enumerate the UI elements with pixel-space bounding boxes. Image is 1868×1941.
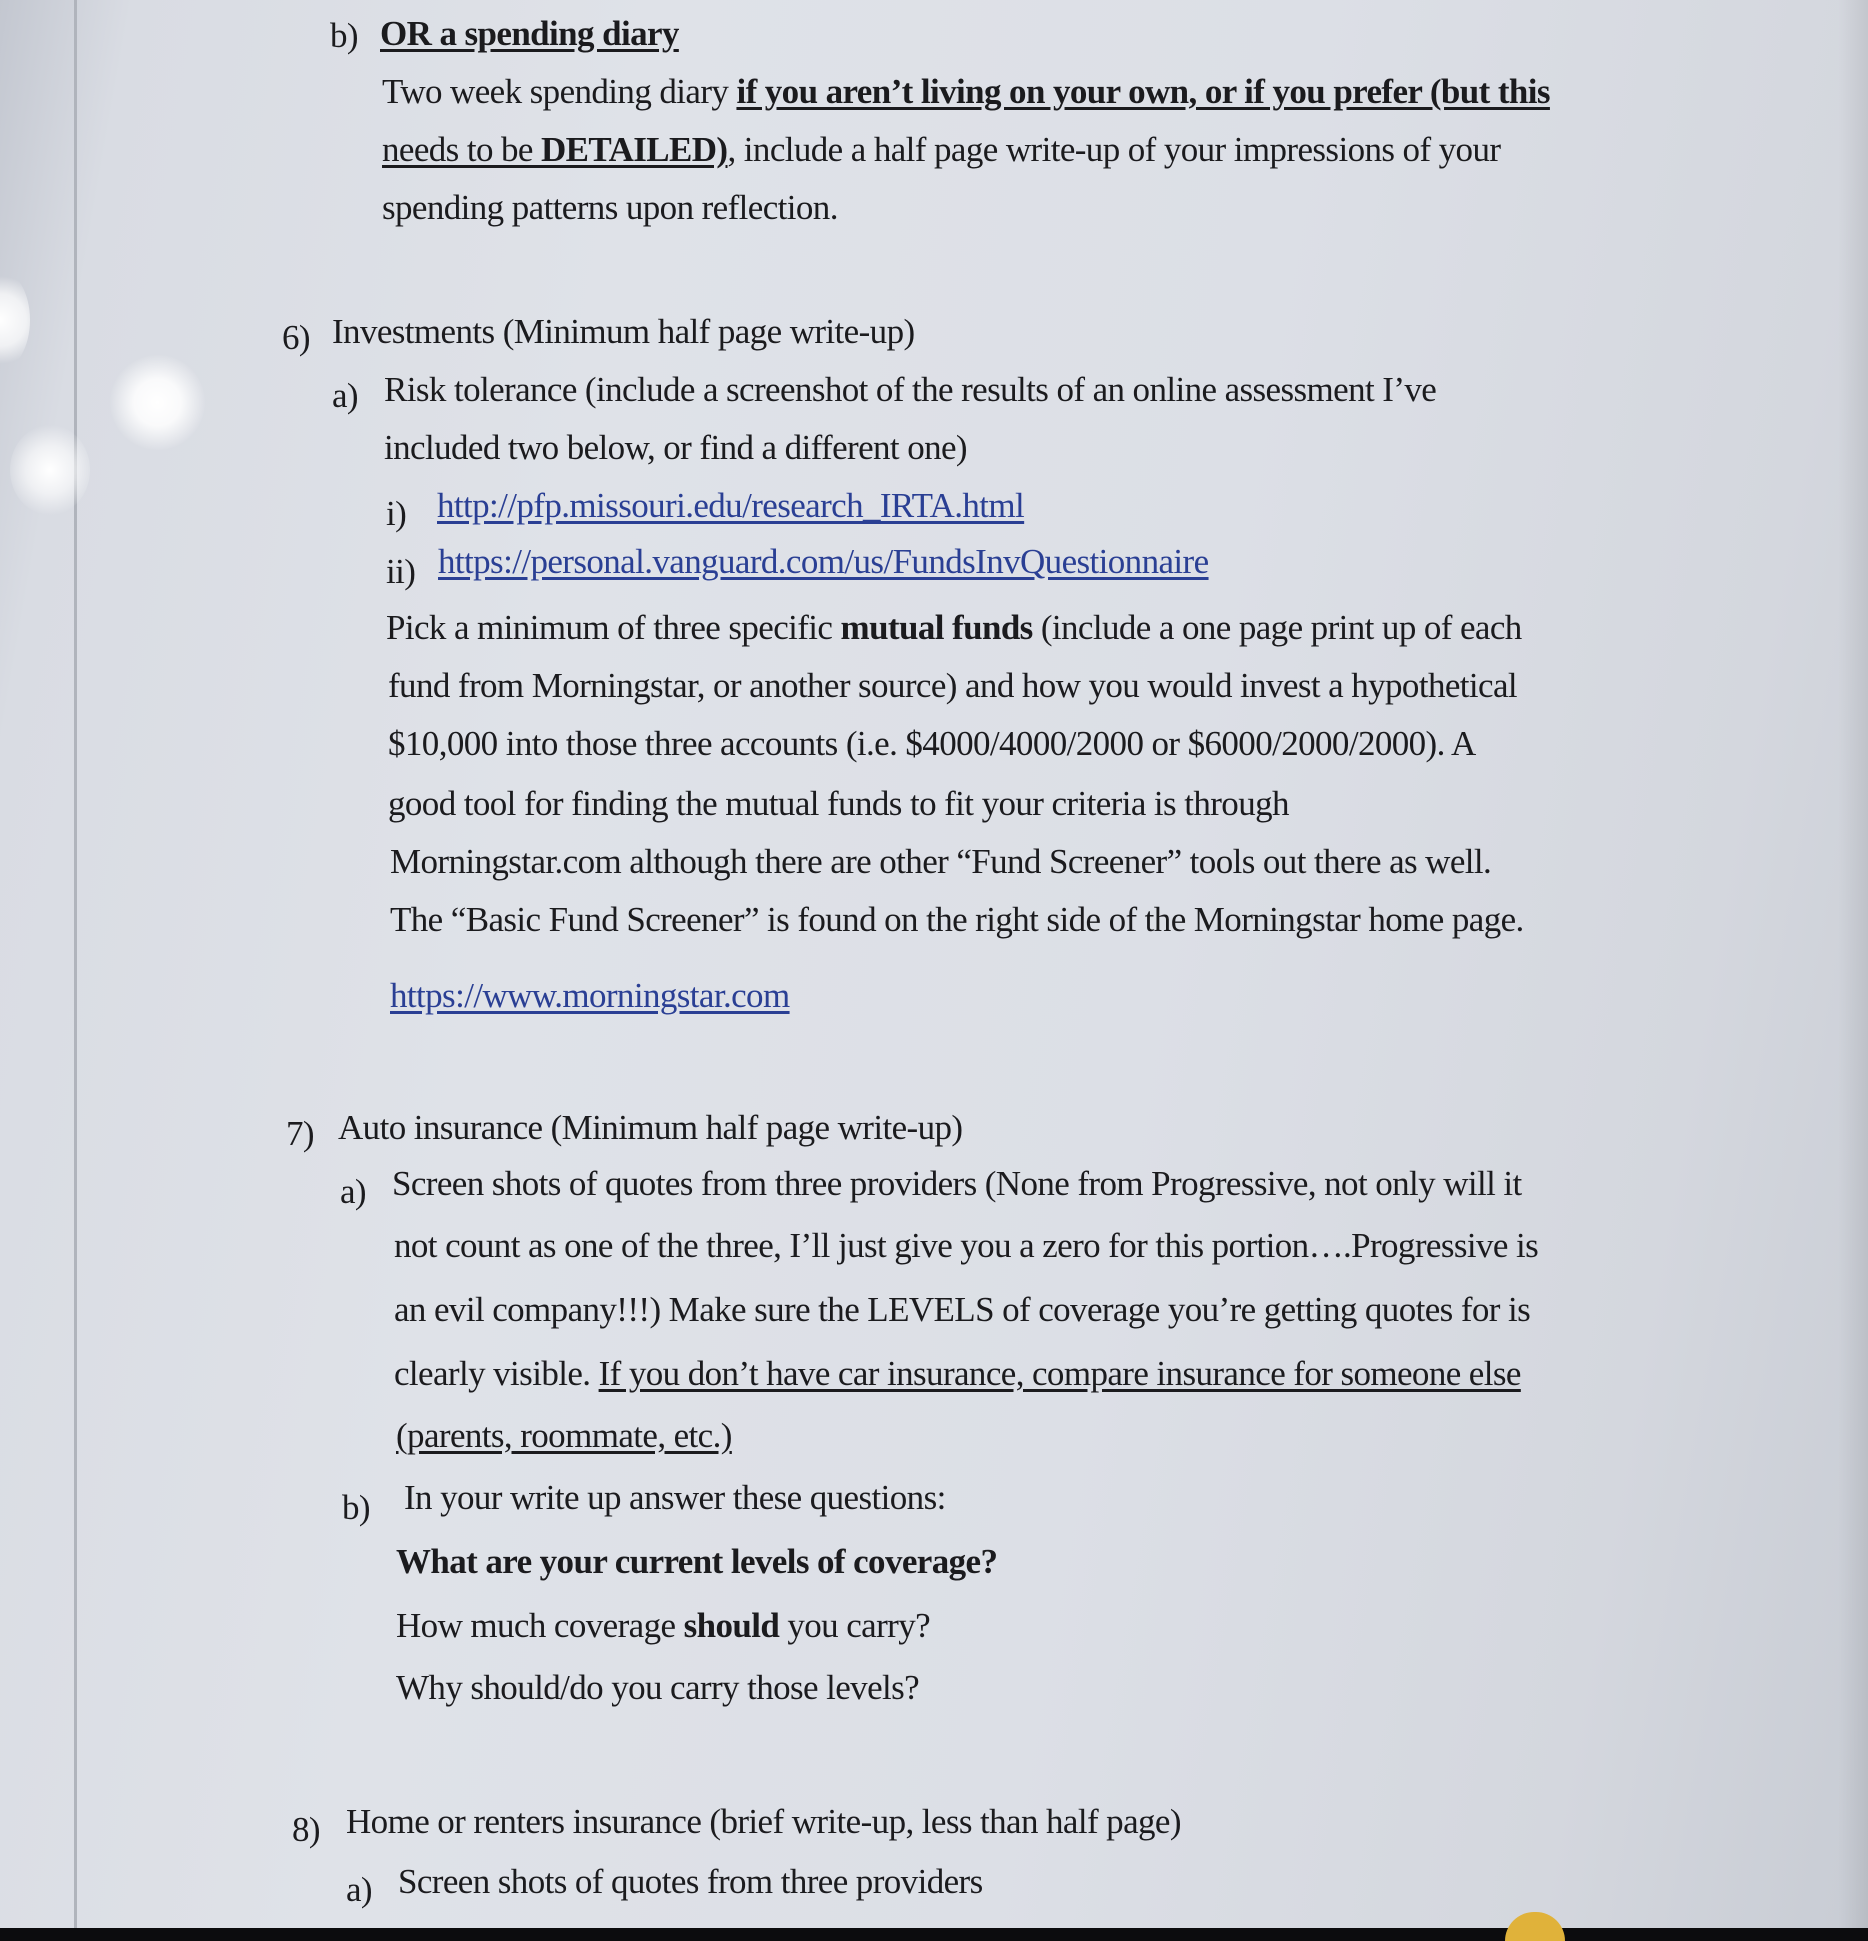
- paragraph-line: The “Basic Fund Screener” is found on the right side of the Morningstar home page.: [390, 900, 1524, 939]
- section-heading: Auto insurance (Minimum half page write-up): [338, 1108, 963, 1147]
- screen-bottom-bezel: [0, 1928, 1868, 1941]
- paragraph-line: Two week spending diary if you aren’t living on your own, or if you prefer (but this: [382, 72, 1550, 111]
- paragraph-line: fund from Morningstar, or another source) and how you would invest a hypothetical: [388, 666, 1518, 705]
- section-number: 6): [282, 318, 310, 357]
- list-marker: a): [340, 1172, 366, 1211]
- morningstar-link[interactable]: https://www.morningstar.com: [390, 976, 790, 1015]
- risk-assessment-link-vanguard[interactable]: https://personal.vanguard.com/us/FundsInvQuestionnaire: [438, 542, 1209, 581]
- section-number: 7): [286, 1114, 314, 1153]
- paragraph-line: $10,000 into those three accounts (i.e. $4000/4000/2000 or $6000/2000/2000). A: [388, 724, 1476, 763]
- paragraph-line: Pick a minimum of three specific mutual funds (include a one page print up of each: [386, 608, 1522, 647]
- section-heading: Home or renters insurance (brief write-up, less than half page): [346, 1802, 1181, 1841]
- list-marker: b): [330, 16, 358, 55]
- paragraph-line: good tool for finding the mutual funds to fit your criteria is through: [388, 784, 1289, 823]
- paragraph-line: Morningstar.com although there are other “Fund Screener” tools out there as well.: [390, 842, 1492, 881]
- paragraph-line: (parents, roommate, etc.): [396, 1416, 732, 1455]
- question-line: Why should/do you carry those levels?: [396, 1668, 920, 1707]
- list-marker: i): [386, 494, 407, 533]
- paragraph-line: Screen shots of quotes from three providers (None from Progressive, not only will it: [392, 1164, 1522, 1203]
- section-heading: Investments (Minimum half page write-up): [332, 312, 915, 351]
- paragraph-line: an evil company!!!) Make sure the LEVELS of coverage you’re getting quotes for is: [394, 1290, 1531, 1329]
- list-marker: a): [332, 376, 358, 415]
- paragraph-line: clearly visible. If you don’t have car insurance, compare insurance for someone else: [394, 1354, 1521, 1393]
- list-marker: a): [346, 1870, 372, 1909]
- paragraph-line: Risk tolerance (include a screenshot of the results of an online assessment I’ve: [384, 370, 1437, 409]
- paragraph-line: not count as one of the three, I’ll just give you a zero for this portion….Progressive is: [394, 1226, 1539, 1265]
- question-line: What are your current levels of coverage?: [396, 1542, 998, 1581]
- paragraph-line: included two below, or find a different one): [384, 428, 967, 467]
- paragraph-line: spending patterns upon reflection.: [382, 188, 838, 227]
- section-number: 8): [292, 1810, 320, 1849]
- paragraph-line: In your write up answer these questions:: [404, 1478, 946, 1517]
- paragraph-line: Screen shots of quotes from three providers: [398, 1862, 983, 1901]
- question-line: How much coverage should you carry?: [396, 1606, 931, 1645]
- paragraph-line: needs to be DETAILED), include a half page write-up of your impressions of your: [382, 130, 1501, 169]
- risk-assessment-link-missouri[interactable]: http://pfp.missouri.edu/research_IRTA.html: [437, 486, 1025, 525]
- list-marker: ii): [386, 552, 416, 591]
- list-marker: b): [342, 1488, 370, 1527]
- section-heading: OR a spending diary: [380, 14, 679, 53]
